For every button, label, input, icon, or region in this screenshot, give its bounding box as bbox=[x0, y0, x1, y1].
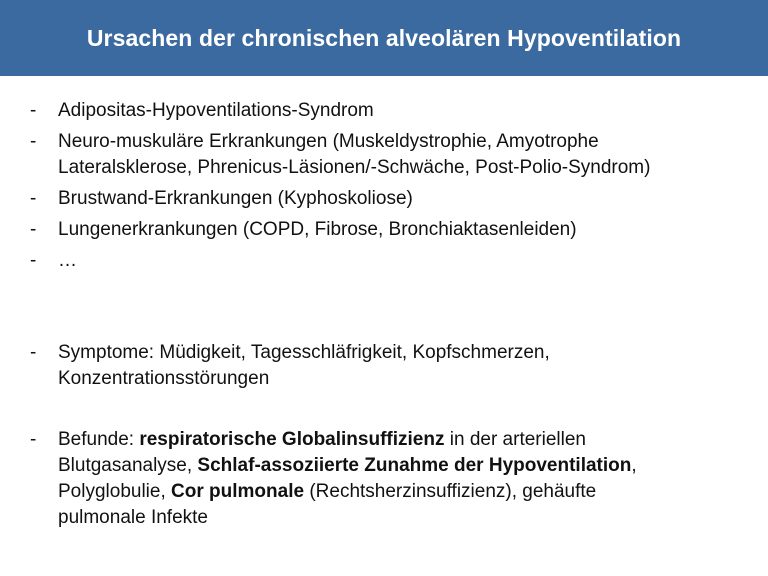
cause-text: Adipositas-Hypoventilations-Syndrom bbox=[58, 100, 374, 121]
bullet-dash: - bbox=[30, 131, 37, 152]
symptoms-text bbox=[58, 340, 758, 392]
cause-text bbox=[58, 129, 758, 181]
bullet-dash: - bbox=[30, 188, 37, 209]
cause-text: Brustwand-Erkrankungen (Kyphoskoliose) bbox=[58, 188, 413, 209]
cause-text: Lungenerkrankungen (COPD, Fibrose, Bronchiaktasenleiden) bbox=[58, 219, 577, 240]
findings-bold-term: respiratorische Globalinsuffizienz bbox=[139, 429, 445, 450]
slide-title: Ursachen der chronischen alveolären Hypoventilation bbox=[86, 24, 682, 51]
bullet-dash: - bbox=[30, 250, 37, 271]
findings-text-run: Befunde: bbox=[58, 429, 140, 450]
findings-bold-term: Cor pulmonale bbox=[171, 481, 305, 502]
cause-text-line: Lateralsklerose, Phrenicus-Läsionen/-Schwäche, Post-Polio-Syndrom) bbox=[58, 157, 651, 178]
cause-text: … bbox=[58, 250, 77, 271]
symptoms-line: Konzentrationsstörungen bbox=[58, 368, 270, 389]
title-bar bbox=[0, 0, 768, 76]
findings-text-run: (Rechtsherzinsuffizienz), gehäufte bbox=[304, 481, 597, 502]
findings-bold-term: Schlaf-assoziierte Zunahme der Hypoventilation bbox=[197, 455, 632, 476]
findings-text-run: pulmonale Infekte bbox=[58, 507, 208, 528]
symptoms-line: Symptome: Müdigkeit, Tagesschläfrigkeit, Kopfschmerzen, bbox=[58, 342, 550, 363]
findings-text-run: Blutgasanalyse, bbox=[58, 455, 198, 476]
bullet-dash: - bbox=[30, 342, 37, 363]
findings-text bbox=[58, 427, 758, 531]
findings-text-run: in der arteriellen bbox=[444, 429, 586, 450]
cause-text-line: Neuro-muskuläre Erkrankungen (Muskeldystrophie, Amyotrophe bbox=[58, 131, 599, 152]
bullet-dash: - bbox=[30, 219, 37, 240]
findings-text-run: , bbox=[631, 455, 637, 476]
bullet-dash: - bbox=[30, 100, 37, 121]
findings-text-run: Polyglobulie, bbox=[58, 481, 172, 502]
bullet-dash: - bbox=[30, 429, 37, 450]
